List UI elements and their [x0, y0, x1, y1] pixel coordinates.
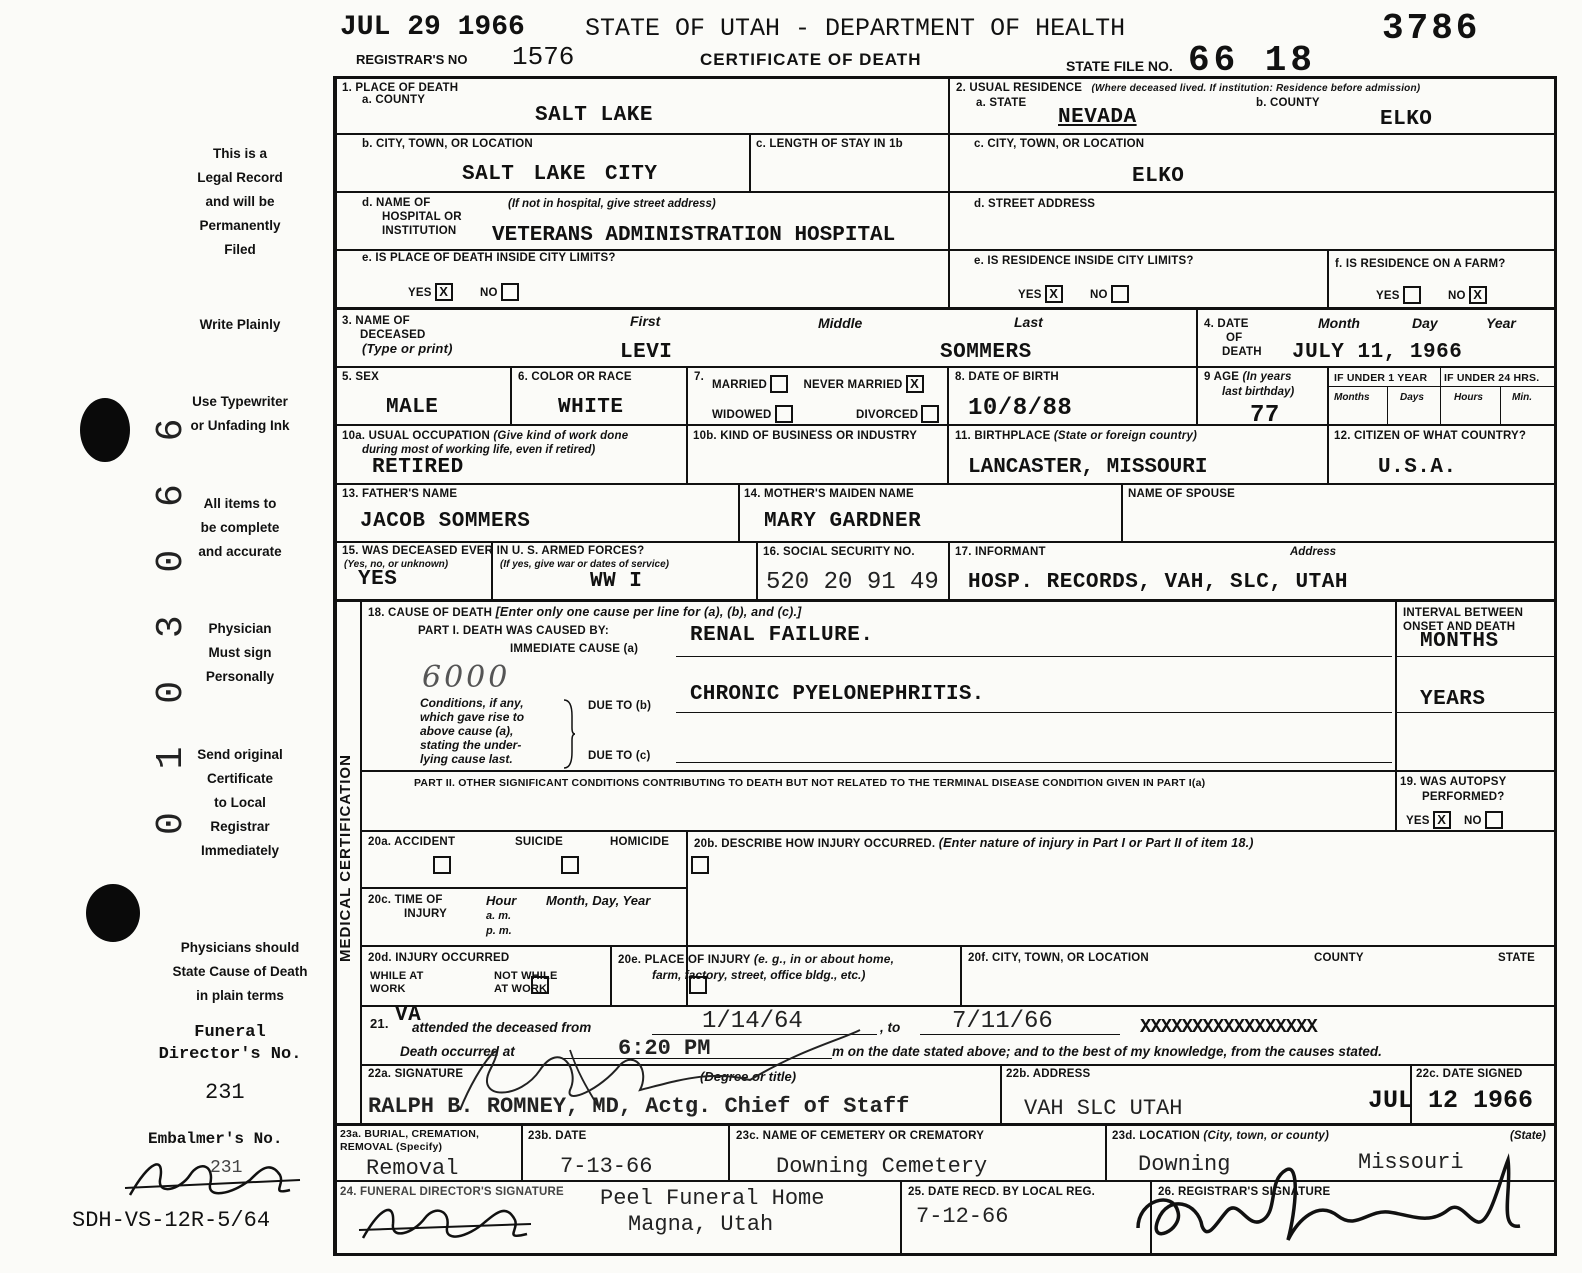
label: SUICIDE: [515, 836, 564, 848]
label: a. STATE: [976, 97, 1027, 109]
label: 1. PLACE OF DEATH: [342, 82, 459, 94]
label: YES: [1406, 815, 1430, 828]
label: 14. MOTHER'S MAIDEN NAME: [744, 488, 914, 500]
burial-date: 7-13-66: [560, 1154, 653, 1179]
medical-certification-label: MEDICAL CERTIFICATION: [337, 754, 354, 962]
side-text: All items to: [203, 496, 277, 511]
label: during most of working life, even if retired): [362, 444, 596, 456]
label: 9 AGE: [1204, 371, 1240, 383]
label: Day: [1412, 315, 1438, 331]
widowed-checkbox[interactable]: [775, 405, 793, 423]
label: 20b. DESCRIBE HOW INJURY OCCURRED.: [694, 838, 936, 850]
side-text: Write Plainly: [199, 317, 281, 332]
label: 10a. USUAL OCCUPATION: [342, 430, 490, 442]
label: WIDOWED: [712, 409, 772, 422]
label: 22c. DATE SIGNED: [1416, 1068, 1523, 1080]
label: 12. CITIZEN OF WHAT COUNTRY?: [1334, 430, 1527, 442]
label: Address: [1290, 546, 1337, 558]
side-text: Filed: [224, 242, 256, 257]
label: attended the deceased from: [412, 1020, 592, 1035]
label: Month: [1318, 315, 1360, 331]
never-married-checkbox[interactable]: X: [906, 375, 924, 393]
label: b. CITY, TOWN, OR LOCATION: [362, 138, 533, 150]
armed-forces-value: YES: [358, 568, 398, 591]
state-file-label: STATE FILE NO.: [1066, 58, 1173, 74]
agency-title: STATE OF UTAH - DEPARTMENT OF HEALTH: [585, 14, 1126, 43]
physician-signature: [420, 1010, 880, 1120]
funeral-home-city: Magna, Utah: [628, 1212, 774, 1237]
label: 20a. ACCIDENT: [368, 836, 456, 848]
label: NEVER MARRIED: [803, 379, 903, 392]
label: farm, factory, street, office bldg., etc.): [652, 968, 866, 982]
label: DIVORCED: [856, 409, 919, 422]
label: (Give kind of work done: [493, 430, 629, 442]
date-received: 7-12-66: [916, 1204, 1009, 1229]
age-value: 77: [1250, 402, 1280, 429]
label: HOMICIDE: [610, 836, 670, 848]
label: 18. CAUSE OF DEATH: [368, 607, 493, 619]
divorced-checkbox[interactable]: [921, 405, 939, 423]
side-text: or Unfading Ink: [190, 418, 290, 433]
residence-state: NEVADA: [1058, 106, 1137, 129]
label: 20c. TIME OF: [368, 894, 443, 906]
label: [Enter only one cause per line for (a), (b), and (c).]: [495, 605, 802, 619]
bracket: [562, 698, 576, 770]
label: (State or foreign country): [1053, 430, 1198, 442]
label: 23c. NAME OF CEMETERY OR CREMATORY: [736, 1130, 985, 1142]
label: NO: [480, 287, 498, 300]
label: IF UNDER 1 YEAR: [1334, 372, 1428, 384]
document-title: CERTIFICATE OF DEATH: [700, 50, 922, 69]
side-text: and will be: [205, 194, 275, 209]
label: 24. FUNERAL DIRECTOR'S SIGNATURE: [340, 1186, 564, 1198]
autopsy-yes-checkbox[interactable]: X: [1433, 811, 1451, 829]
label: NO: [1464, 815, 1482, 828]
label: INTERVAL BETWEEN: [1403, 607, 1524, 619]
occupation-value: RETIRED: [372, 456, 464, 479]
stamp-date: JUL 29 1966: [340, 12, 525, 43]
side-text: Personally: [205, 669, 275, 684]
label: PART II. OTHER SIGNIFICANT CONDITIONS CONTRIBUTING TO DEATH BUT NOT RELATED TO THE TERMINAL DISEASE CONDITION GIVEN IN PART I(a): [414, 777, 1206, 789]
ssn-value: 520 20 91 49: [766, 569, 939, 596]
race-value: WHITE: [558, 396, 624, 419]
label: stating the under-: [420, 738, 522, 752]
side-text: Permanently: [199, 218, 281, 233]
label: STATE: [1498, 952, 1535, 964]
physician-name: RALPH B. ROMNEY, MD, Actg. Chief of Staff: [368, 1094, 910, 1119]
label: f. IS RESIDENCE ON A FARM?: [1335, 258, 1506, 270]
autopsy-no-checkbox[interactable]: [1485, 811, 1503, 829]
label: WHILE AT: [370, 970, 424, 982]
label: d. NAME OF: [362, 197, 431, 209]
side-text: Must sign: [208, 645, 272, 660]
label: above cause (a),: [420, 724, 514, 738]
label: NO: [1090, 289, 1108, 302]
homicide-checkbox[interactable]: [691, 856, 709, 874]
label: 26. REGISTRAR'S SIGNATURE: [1158, 1186, 1331, 1198]
residence-county: ELKO: [1380, 108, 1433, 131]
label: 17. INFORMANT: [955, 546, 1046, 558]
label: 20e. PLACE OF INJURY: [618, 954, 751, 966]
punch-hole: [80, 398, 130, 462]
label: PART I. DEATH WAS CAUSED BY:: [418, 625, 609, 637]
label: c. LENGTH OF STAY IN 1b: [756, 138, 903, 150]
label: Last: [1014, 314, 1043, 330]
label: NOT WHILE: [494, 970, 558, 982]
label: MARRIED: [712, 379, 768, 392]
hospital-name: VETERANS ADMINISTRATION HOSPITAL: [492, 224, 896, 247]
label: b. COUNTY: [1256, 97, 1320, 109]
deceased-first-name: LEVI: [620, 341, 673, 364]
side-text: to Local: [214, 795, 266, 810]
label: INSTITUTION: [382, 225, 457, 237]
attended-by: VA: [395, 1004, 422, 1027]
side-text: Registrar: [210, 819, 270, 834]
label: YES: [1376, 290, 1400, 303]
funeral-home: Peel Funeral Home: [600, 1186, 825, 1211]
label: last birthday): [1222, 386, 1295, 398]
label: 22a. SIGNATURE: [368, 1068, 464, 1080]
cause-immediate: RENAL FAILURE.: [690, 624, 874, 647]
label: IF UNDER 24 HRS.: [1444, 372, 1540, 384]
struck-out-text: XXXXXXXXXXXXXXXXX: [1140, 1016, 1317, 1038]
deceased-last-name: SOMMERS: [940, 341, 1032, 364]
label: COUNTY: [1314, 952, 1364, 964]
label: 23d. LOCATION: [1112, 1130, 1201, 1142]
label: 22b. ADDRESS: [1006, 1068, 1091, 1080]
war-value: WW I: [590, 570, 643, 593]
label: Month, Day, Year: [546, 893, 651, 908]
side-text: and accurate: [198, 544, 282, 559]
registrar-signature: [1128, 1150, 1538, 1258]
label: 20f. CITY, TOWN, OR LOCATION: [968, 952, 1149, 964]
funeral-director-signature: [355, 1190, 535, 1252]
side-text: Physicians should: [180, 940, 300, 955]
label: PERFORMED?: [1422, 791, 1505, 803]
label: a. m.: [486, 910, 512, 922]
state-file-no: 66 18: [1188, 40, 1317, 81]
date-of-birth: 10/8/88: [968, 395, 1073, 422]
death-county: SALT LAKE: [535, 104, 653, 127]
no-checkbox[interactable]: [501, 283, 519, 301]
label: (City, town, or county): [1203, 1130, 1329, 1142]
label: NAME OF SPOUSE: [1128, 488, 1235, 500]
death-city: SALT LAKE CITY: [462, 163, 658, 186]
label: WORK: [370, 983, 406, 995]
residence-city: ELKO: [1132, 165, 1185, 188]
cemetery-location: Downing: [1138, 1152, 1231, 1177]
side-text: Certificate: [206, 771, 274, 786]
label: m on the date stated above; and to the best of my knowledge, from the causes stated.: [832, 1044, 1382, 1059]
father-name: JACOB SOMMERS: [360, 510, 531, 533]
label: 15. WAS DECEASED EVER IN U. S. ARMED FORCES?: [342, 545, 645, 557]
side-text: Use Typewriter: [192, 394, 288, 409]
label: (If not in hospital, give street address): [508, 198, 716, 210]
vertical-file-number: 0 1 0 3 0 6 6: [150, 408, 193, 835]
sex-value: MALE: [386, 396, 439, 419]
embalmer-signature: [120, 1150, 310, 1210]
label: INJURY: [404, 908, 447, 920]
embalmer-label: Embalmer's No.: [148, 1130, 283, 1148]
cause-due-b: CHRONIC PYELONEPHRITIS.: [690, 683, 985, 706]
label: 23b. DATE: [528, 1130, 587, 1142]
label: IMMEDIATE CAUSE (a): [510, 643, 639, 655]
date-signed: JUL 12 1966: [1368, 1086, 1534, 1115]
interval-due-b: YEARS: [1420, 688, 1486, 711]
yes-checkbox[interactable]: X: [435, 283, 453, 301]
side-text: be complete: [200, 520, 280, 535]
label: Months: [1334, 392, 1370, 403]
label: a. COUNTY: [362, 94, 426, 106]
label: Middle: [818, 315, 863, 331]
side-text: Send original: [197, 747, 283, 762]
cemetery-state: Missouri: [1358, 1150, 1464, 1175]
label: (If yes, give war or dates of service): [500, 559, 669, 570]
label: 11. BIRTHPLACE: [955, 430, 1051, 442]
label: c. CITY, TOWN, OR LOCATION: [974, 138, 1145, 150]
suicide-checkbox[interactable]: [561, 856, 579, 874]
label: 6. COLOR OR RACE: [518, 371, 632, 383]
birthplace-value: LANCASTER, MISSOURI: [968, 456, 1208, 479]
label: 19. WAS AUTOPSY: [1400, 776, 1507, 788]
no-checkbox[interactable]: X: [1469, 286, 1487, 304]
attended-from-date: 1/14/64: [702, 1008, 803, 1035]
label: (In years: [1242, 371, 1292, 383]
label: First: [630, 313, 661, 329]
label: DEATH: [1222, 346, 1262, 358]
mother-name: MARY GARDNER: [764, 510, 922, 533]
label: Min.: [1512, 392, 1532, 403]
label: (Type or print): [362, 341, 453, 356]
funeral-director-no: 231: [205, 1080, 245, 1105]
label: e. IS RESIDENCE INSIDE CITY LIMITS?: [974, 255, 1194, 267]
embalmer-no: 231: [210, 1158, 243, 1178]
label: (Degree or title): [700, 1069, 797, 1084]
label: DUE TO (c): [588, 750, 651, 762]
label: 25. DATE RECD. BY LOCAL REG.: [908, 1186, 1096, 1198]
registrar-label: REGISTRAR'S NO: [356, 52, 468, 67]
side-text: Legal Record: [197, 170, 283, 185]
disposition-value: Removal: [366, 1156, 459, 1181]
label: YES: [1018, 289, 1042, 302]
yes-checkbox[interactable]: X: [1045, 285, 1063, 303]
label: 20d. INJURY OCCURRED: [368, 952, 510, 964]
label: 21.: [370, 1016, 389, 1031]
label: AT WORK: [494, 983, 548, 995]
label: 4. DATE: [1204, 318, 1249, 330]
label: Conditions, if any,: [420, 696, 524, 710]
punch-hole: [86, 884, 140, 942]
label: (Yes, no, or unknown): [344, 559, 449, 570]
side-text: in plain terms: [196, 988, 284, 1003]
label: 16. SOCIAL SECURITY NO.: [763, 546, 915, 558]
date-of-death: JULY 11, 1966: [1292, 341, 1463, 364]
interval-immediate: MONTHS: [1420, 630, 1499, 653]
label: Hour: [486, 893, 517, 908]
attended-to-date: 7/11/66: [952, 1008, 1053, 1035]
yes-checkbox[interactable]: [1403, 286, 1421, 304]
cemetery-name: Downing Cemetery: [776, 1154, 988, 1179]
form-number: SDH-VS-12R-5/64: [72, 1208, 271, 1233]
label: (e. g., in or about home,: [753, 952, 895, 966]
side-text: Immediately: [200, 843, 280, 858]
label: , to: [880, 1020, 901, 1035]
label: Death occurred at: [400, 1044, 515, 1059]
label: (Where deceased lived. If institution: Residence before admission): [1091, 83, 1421, 94]
cause-code: 6000: [422, 660, 511, 695]
label: DUE TO (b): [588, 700, 652, 712]
label: which gave rise to: [420, 710, 525, 724]
label: 5. SEX: [342, 371, 379, 383]
married-checkbox[interactable]: [770, 375, 788, 393]
label: YES: [408, 287, 432, 300]
label: 7.: [694, 371, 704, 383]
label: 10b. KIND OF BUSINESS OR INDUSTRY: [693, 430, 918, 442]
label: NO: [1448, 290, 1466, 303]
label: HOSPITAL OR: [382, 211, 462, 223]
label: 2. USUAL RESIDENCE: [956, 82, 1083, 94]
label: REMOVAL (Specify): [340, 1141, 443, 1153]
label: OF: [1226, 332, 1243, 344]
label: Year: [1486, 315, 1516, 331]
side-text: This is a: [212, 146, 268, 161]
informant-value: HOSP. RECORDS, VAH, SLC, UTAH: [968, 571, 1348, 594]
side-text: State Cause of Death: [172, 964, 308, 979]
physician-address: VAH SLC UTAH: [1024, 1096, 1183, 1121]
label: Hours: [1454, 392, 1483, 403]
no-checkbox[interactable]: [1111, 285, 1129, 303]
death-time: 6:20 PM: [618, 1036, 711, 1061]
label: 3. NAME OF: [342, 315, 410, 327]
accident-checkbox[interactable]: [433, 856, 451, 874]
label: p. m.: [486, 925, 512, 937]
label: DECEASED: [360, 329, 426, 341]
label: (Enter nature of injury in Part I or Part II of item 18.): [938, 836, 1254, 850]
label: e. IS PLACE OF DEATH INSIDE CITY LIMITS?: [362, 252, 616, 264]
label: Days: [1400, 392, 1424, 403]
citizen-value: U.S.A.: [1378, 456, 1457, 479]
label: 8. DATE OF BIRTH: [955, 371, 1059, 383]
corner-no: 3786: [1382, 8, 1481, 49]
label: d. STREET ADDRESS: [974, 198, 1096, 210]
funeral-director-label: Funeral Director's No.: [158, 1023, 302, 1064]
label: 13. FATHER'S NAME: [342, 488, 458, 500]
side-text: Physician: [208, 621, 272, 636]
label: lying cause last.: [420, 752, 513, 766]
label: (State): [1510, 1130, 1546, 1142]
registrar-no: 1576: [512, 42, 575, 72]
label: ONSET AND DEATH: [1403, 621, 1516, 633]
label: 23a. BURIAL, CREMATION,: [340, 1128, 480, 1140]
